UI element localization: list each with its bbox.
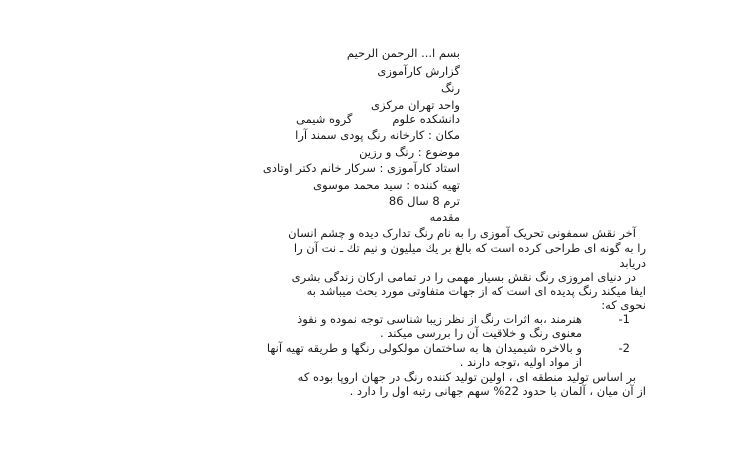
- paragraph-1-line-1: آخر نقش سمفونی تحریک آموزی را به نام رنگ تدارک دیده و چشم انسان: [288, 226, 636, 240]
- intro-heading: مقدمه: [429, 210, 460, 224]
- list-item-2-number: -2: [618, 341, 630, 355]
- list-item-1-line-2: معنوی رنگ و خلاقیت آن را بررسی میکند .: [379, 326, 582, 340]
- paragraph-2-line-3: نحوی که:: [601, 298, 646, 312]
- location-line: مکان : کارخانه رنگ پودی سمند آرا: [295, 128, 460, 142]
- prepared-by-line: تهیه کننده : سید محمد موسوی: [313, 178, 460, 192]
- subject-word: رنگ: [440, 81, 460, 95]
- paragraph-2-line-1: در دنیای امروزی رنگ نقش بسیار مهمی را در تمامی ارکان زندگی بشری: [291, 270, 636, 284]
- department-name: گروه شیمی: [296, 112, 353, 126]
- report-title: گزارش کارآموزی: [377, 64, 460, 78]
- list-item-1-line-1: هنرمند ،به اثرات رنگ از نظر زیبا شناسی توجه نموده و نفوذ: [297, 312, 582, 326]
- list-item-2-line-1: و بالاخره شیمیدان ها به ساختمان مولکولی رنگها و طریقه تهیه آنها: [266, 341, 582, 355]
- paragraph-1-line-3: دریابد: [619, 256, 646, 270]
- paragraph-2-line-2: ایفا میکند رنگ پدیده ای است که از جهات متفاوتی مورد بحث میباشد به: [306, 284, 646, 298]
- term-line: ترم 8 سال 86: [388, 194, 460, 208]
- list-item-2-line-2: از مواد اولیه ،توجه دارند .: [459, 355, 582, 369]
- bismillah-line: بسم ا... الرحمن الرحيم: [346, 46, 460, 60]
- paragraph-3-line-2: از آن میان ، آلمان با حدود 22% سهم جهانی رتبه اول را دارد .: [349, 384, 646, 398]
- university-line: واحد تهران مرکزی: [370, 98, 460, 112]
- paragraph-3-line-1: بر اساس تولید منطقه ای ، اولین تولید کننده رنگ در جهان اروپا بوده که: [297, 370, 636, 384]
- faculty-department-line: [296, 111, 460, 127]
- topic-line: موضوع : رنگ و رزین: [359, 145, 460, 159]
- supervisor-line: استاد کارآموزی : سرکار خانم دکتر اوتادی: [262, 161, 460, 175]
- paragraph-1-line-2: را به گونه ای طراحی کرده است که بالغ بر یك میلیون و نیم تك ـ نت آن را: [293, 241, 646, 255]
- faculty-name: دانشکده علوم: [392, 112, 460, 126]
- list-item-1-number: -1: [618, 312, 630, 326]
